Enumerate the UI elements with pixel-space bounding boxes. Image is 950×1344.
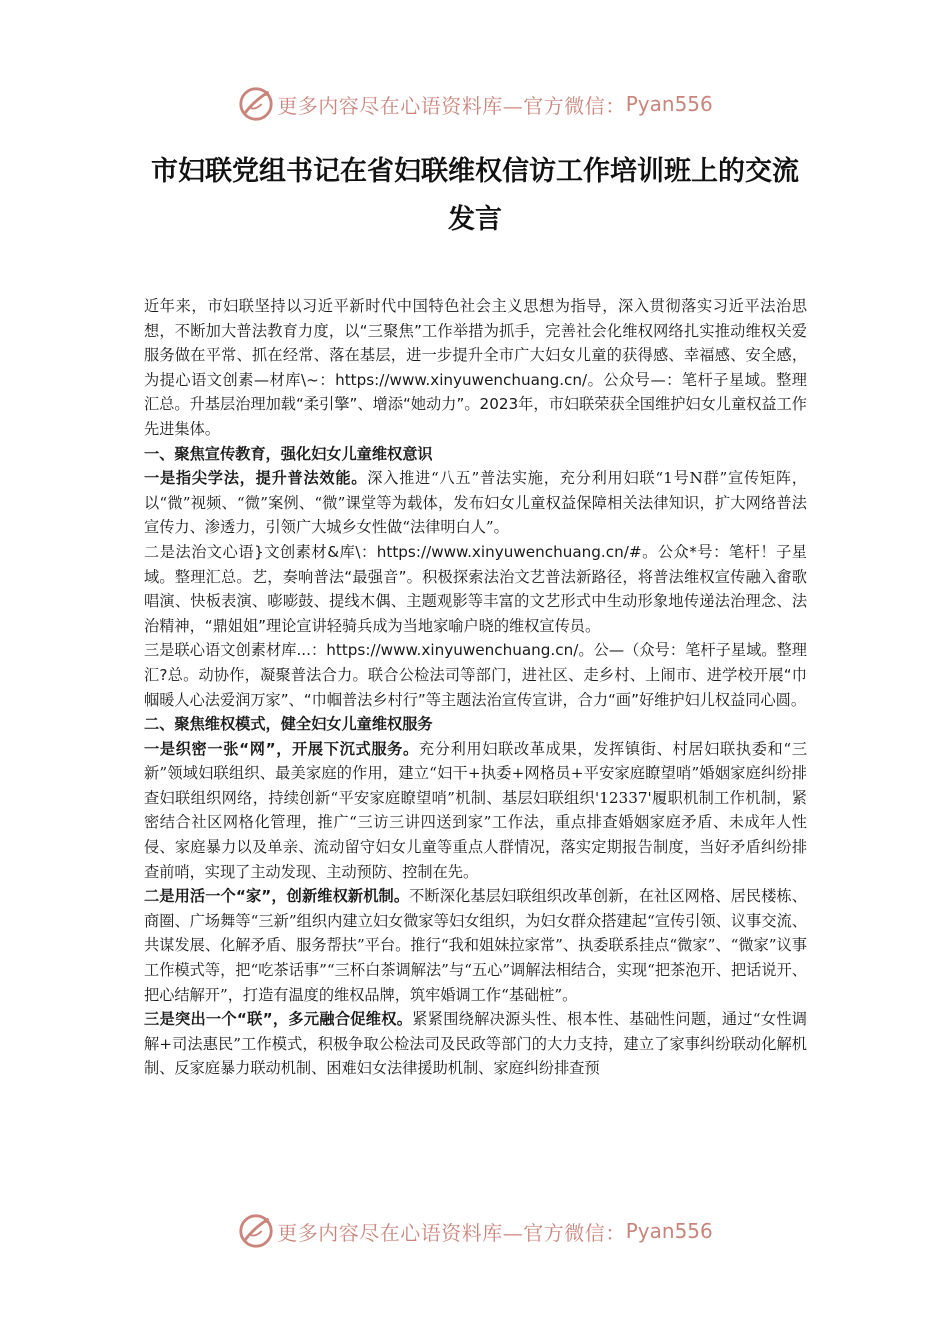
watermark-footer — [0, 1209, 950, 1253]
section-2-heading: 二、聚焦维权模式，健全妇女儿童维权服务 — [144, 715, 433, 734]
section-1-paragraph-1-lead: 一是指尖学法，提升普法效能。 — [144, 469, 368, 488]
section-1-paragraph-1-body: 深入推进“八五”普法实施，充分利用妇联“1号N群”宣传矩阵，以“微”视频、“微”案例、“微”课堂等为载体，发布妇女儿童权益保障相关法律知识，扩大网络普法宣传力、渗透力，引领广大城乡女性做“法律明白人”。 — [144, 469, 807, 537]
intro-paragraph: 近年来，市妇联坚持以习近平新时代中国特色社会主义思想为指导，深入贯彻落实习近平法治思想，不断加大普法教育力度，以“三聚焦”工作举措为抓手，完善社会化维权网络扎实推动维权关爱服务做在平常、抓在经常、落在基层，进一步提升全市广大妇女儿童的获得感、幸福感、安全感，为提心语文创素—材库\~：https://www.xinyuwenchuang.cn/。公众号—：笔杆子星域。整理汇总。升基层治理加载“柔引擎”、增添“她动力”。2023年，市妇联荣获全国维护妇女儿童权益工作先进集体。 — [144, 297, 807, 438]
watermark-wechat-id: Pyan556 — [625, 92, 713, 116]
section-2-paragraph-3-lead: 三是突出一个“联”，多元融合促维权。 — [144, 1010, 413, 1029]
section-2-paragraph-2 — [144, 884, 807, 1007]
section-2-paragraph-2-body: 不断深化基层妇联组织改革创新，在社区网格、居民楼栋、商圈、广场舞等“三新”组织内建立妇女微家等妇女组织，为妇女群众搭建起“宣传引领、议事交流、共谋发展、化解矛盾、服务帮扶”平台。推行“我和姐妹拉家常”、执委联系挂点“微家”、“微家”议事工作模式等，把“吃茶话事”“三杯白茶调解法”与“五心”调解法相结合，实现“把茶泡开、把话说开、把心结解开”，打造有温度的维权品牌，筑牢婚调工作“基础桩”。 — [144, 887, 807, 1004]
document-title: 市妇联党组书记在省妇联维权信访工作培训班上的交流发言 — [151, 156, 799, 235]
section-2-paragraph-3 — [144, 1007, 807, 1081]
brush-logo-icon — [237, 85, 275, 123]
document-body — [144, 294, 807, 1081]
section-1-paragraph-1 — [144, 466, 807, 540]
section-2-paragraph-1-body: 充分利用妇联改革成果，发挥镇街、村居妇联执委和“三新”领域妇联组织、最美家庭的作用，建立“妇干+执委+网格员+平安家庭瞭望哨”婚姻家庭纠纷排查妇联组织网络，持续创新“平安家庭瞭望哨”机制、基层妇联组织'12337'履职机制工作机制，紧密结合社区网格化管理，推广“三访三讲四送到家”工作法，重点排查婚姻家庭矛盾、未成年人性侵、家庭暴力以及单亲、流动留守妇女儿童等重点人群情况，落实定期报告制度，当好矛盾纠纷排查前哨，实现了主动发现、主动预防、控制在先。 — [144, 739, 808, 881]
section-2-paragraph-1 — [144, 737, 807, 885]
section-2-paragraph-2-lead: 二是用活一个“家”，创新维权新机制。 — [144, 887, 410, 906]
section-1-heading: 一、聚焦宣传教育，强化妇女儿童维权意识 — [144, 444, 433, 463]
brush-logo-icon — [237, 1212, 275, 1250]
watermark-wechat-id: Pyan556 — [625, 1219, 713, 1243]
watermark-text: 更多内容尽在心语资料库—官方微信： — [277, 93, 626, 118]
section-2-paragraph-1-lead: 一是织密一张“网”，开展下沉式服务。 — [144, 739, 419, 758]
section-2-paragraph-3-body: 紧紧围绕解决源头性、根本性、基础性问题，通过“女性调解+司法惠民”工作模式，积极争取公检法司及民政等部门的大力支持，建立了家事纠纷联动化解机制、反家庭暴力联动机制、困难妇女法律援助机制、家庭纠纷排查预 — [144, 1010, 807, 1078]
watermark-header — [0, 82, 950, 126]
watermark-text: 更多内容尽在心语资料库—官方微信： — [277, 1220, 626, 1245]
section-1-paragraph-3: 三是联心语文创素材库...：https://www.xinyuwenchuang.cn/。公—（众号：笔杆子星域。整理汇?总。动协作，凝聚普法合力。联合公检法司等部门，进社区、走乡村、上闹市、进学校开展“巾帼暖人心法爱润万家”、“巾帼普法乡村行”等主题法治宣传宣讲，合力“画”好维护妇儿权益同心圆。 — [144, 641, 807, 709]
section-1-paragraph-2: 二是法治文心语}文创素材&库\：https://www.xinyuwenchuang.cn/#。公众*号：笔杆！子星域。整理汇总。艺，奏响普法“最强音”。积极探索法治文艺普法新路径，将普法维权宣传融入畲歌唱演、快板表演、嘭嘭鼓、提线木偶、主题观影等丰富的文艺形式中生动形象地传递法治理念、法治精神，“鼎姐姐”理论宣讲轻骑兵成为当地家喻户晓的维权宣传员。 — [144, 542, 807, 635]
